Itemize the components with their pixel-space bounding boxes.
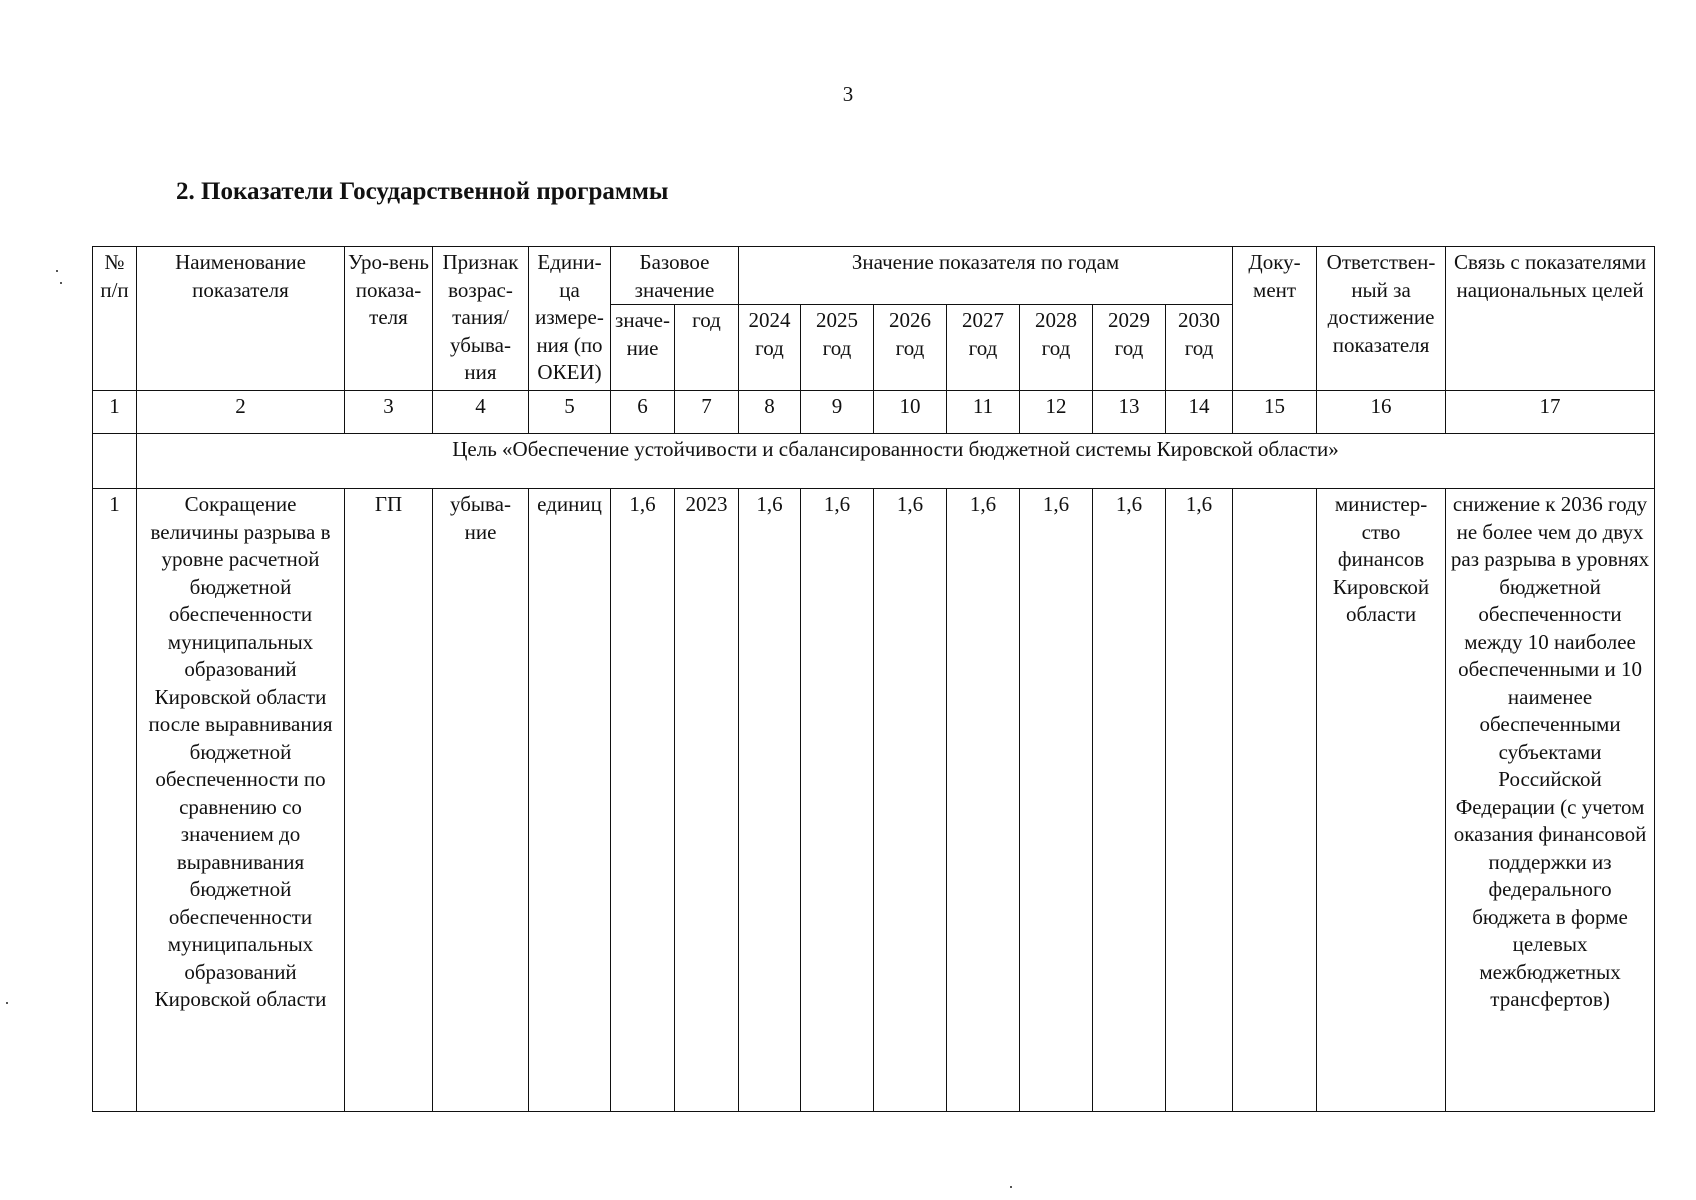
column-number: 6 bbox=[611, 391, 675, 434]
base-value: 1,6 bbox=[611, 489, 675, 1112]
column-number: 8 bbox=[739, 391, 801, 434]
value-2027: 1,6 bbox=[947, 489, 1020, 1112]
header-row-top bbox=[93, 247, 1655, 305]
value-2030: 1,6 bbox=[1166, 489, 1233, 1112]
header-trend: Признак возрас-тания/ убыва-ния bbox=[433, 247, 529, 391]
header-year-2027: 2027 год bbox=[947, 305, 1020, 391]
indicator-unit: единиц bbox=[529, 489, 611, 1112]
column-number-row bbox=[93, 391, 1655, 434]
indicator-name: Сокращение величины разрыва в уровне расчетной бюджетной обеспеченности муниципальных образований Кировской области после выравнивания бюджетной обеспеченности по сравнению со значением до выравнивания бюджетной обеспеченности муниципальных образований Кировской области bbox=[137, 489, 345, 1112]
column-number: 15 bbox=[1233, 391, 1317, 434]
value-2026: 1,6 bbox=[874, 489, 947, 1112]
column-number: 16 bbox=[1317, 391, 1446, 434]
header-number: № п/п bbox=[93, 247, 137, 391]
header-year-2026: 2026 год bbox=[874, 305, 947, 391]
column-number: 4 bbox=[433, 391, 529, 434]
scan-artifact bbox=[6, 1002, 8, 1004]
value-2024: 1,6 bbox=[739, 489, 801, 1112]
page-number: 3 bbox=[842, 82, 854, 106]
goal-title: Цель «Обеспечение устойчивости и сбалансированности бюджетной системы Кировской области» bbox=[137, 434, 1655, 489]
value-2029: 1,6 bbox=[1093, 489, 1166, 1112]
column-number: 9 bbox=[801, 391, 874, 434]
column-number: 11 bbox=[947, 391, 1020, 434]
table-row bbox=[93, 489, 1655, 1112]
header-responsible: Ответствен-ный за достижение показателя bbox=[1317, 247, 1446, 391]
column-number: 2 bbox=[137, 391, 345, 434]
section-heading: 2. Показатели Государственной программы bbox=[176, 178, 669, 205]
header-year-2029: 2029 год bbox=[1093, 305, 1166, 391]
column-number: 5 bbox=[529, 391, 611, 434]
national-goal-link: снижение к 2036 году не более чем до двух раз разрыва в уровнях бюджетной обеспеченности между 10 наиболее обеспеченными и 10 наименее обеспеченными субъектами Российской Федерации (с учетом оказания финансовой поддержки из федерального бюджета в форме целевых межбюджетных трансфертов) bbox=[1446, 489, 1655, 1112]
column-number: 12 bbox=[1020, 391, 1093, 434]
header-base-value: значе-ние bbox=[611, 305, 675, 391]
header-unit: Едини-ца измере-ния (по ОКЕИ) bbox=[529, 247, 611, 391]
responsible-body: министер-ство финансов Кировской области bbox=[1317, 489, 1446, 1112]
column-number: 10 bbox=[874, 391, 947, 434]
indicator-level: ГП bbox=[345, 489, 433, 1112]
base-year: 2023 bbox=[675, 489, 739, 1112]
header-year-2028: 2028 год bbox=[1020, 305, 1093, 391]
column-number: 13 bbox=[1093, 391, 1166, 434]
header-year-2025: 2025 год bbox=[801, 305, 874, 391]
goal-row bbox=[93, 434, 1655, 489]
scan-artifact bbox=[1010, 1186, 1012, 1188]
column-number: 14 bbox=[1166, 391, 1233, 434]
scan-artifact bbox=[60, 282, 62, 284]
column-number: 1 bbox=[93, 391, 137, 434]
row-number: 1 bbox=[93, 489, 137, 1112]
header-level: Уро-вень показа-теля bbox=[345, 247, 433, 391]
column-number: 7 bbox=[675, 391, 739, 434]
value-2025: 1,6 bbox=[801, 489, 874, 1112]
indicator-trend: убыва-ние bbox=[433, 489, 529, 1112]
header-base-group: Базовое значение bbox=[611, 247, 739, 305]
column-number: 3 bbox=[345, 391, 433, 434]
header-years-group: Значение показателя по годам bbox=[739, 247, 1233, 305]
header-document: Доку-мент bbox=[1233, 247, 1317, 391]
header-base-year: год bbox=[675, 305, 739, 391]
indicators-table bbox=[92, 246, 1655, 1112]
column-number: 17 bbox=[1446, 391, 1655, 434]
header-year-2030: 2030 год bbox=[1166, 305, 1233, 391]
document-cell bbox=[1233, 489, 1317, 1112]
scan-artifact bbox=[56, 270, 58, 272]
goal-row-spacer bbox=[93, 434, 137, 489]
header-national-link: Связь с показателями национальных целей bbox=[1446, 247, 1655, 391]
value-2028: 1,6 bbox=[1020, 489, 1093, 1112]
header-year-2024: 2024 год bbox=[739, 305, 801, 391]
header-indicator-name: Наименование показателя bbox=[137, 247, 345, 391]
